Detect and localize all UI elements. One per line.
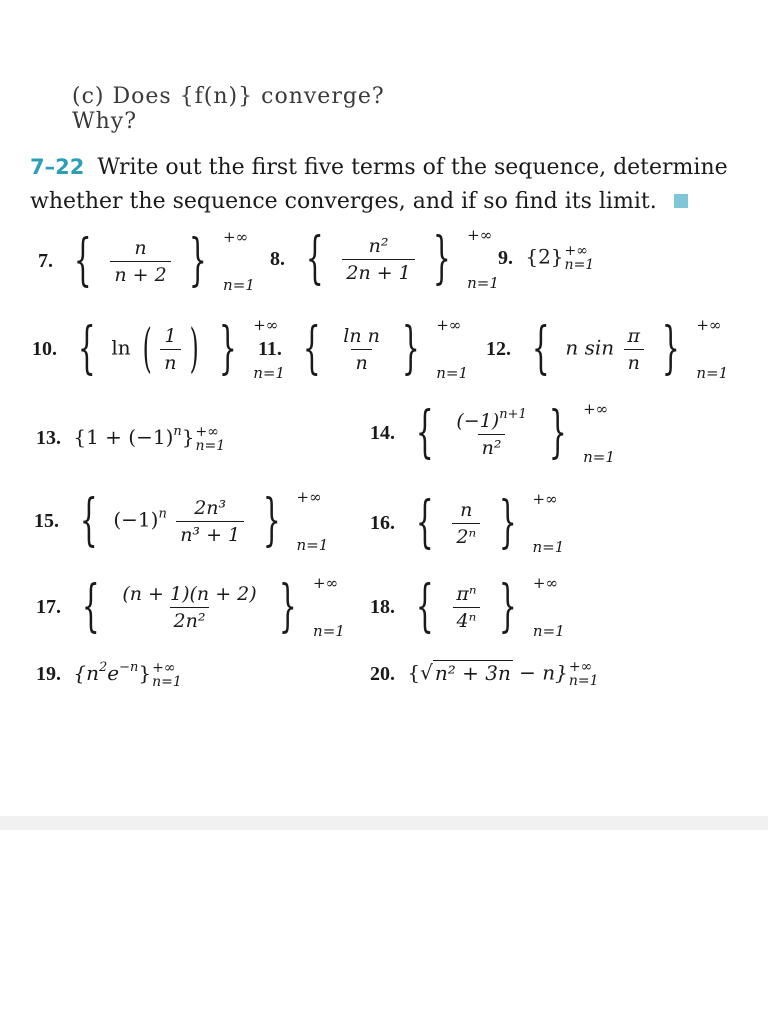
problem-15: 15. { $(-1)^n$ $\frac{\text{2n³}}{\text{n³ + 1}}$ } +∞ n=1 xyxy=(34,488,329,554)
problem-16: 16. { $\frac{n}{\text{2ⁿ}}$ } +∞ n=1 xyxy=(370,490,565,556)
exercise-range: 7–22 xyxy=(30,155,85,179)
exercise-instructions: Write out the first five terms of the sequence, determine whether the sequence converges, and if so find its limit. xyxy=(30,155,728,214)
problem-18: 18. { $\frac{\text{πⁿ}}{\text{4ⁿ}}$ } +∞ n=1 xyxy=(370,574,565,640)
problem-12: 12. { n sin $\frac{\pi}{n}$ } +∞ n=1 xyxy=(486,316,729,382)
problem-10: 10. { ln ( $\frac{1}{n}$ ) } +∞ n=1 xyxy=(32,316,285,382)
problem-11: 11. { $\frac{\text{ln n}}{n}$ } +∞ n=1 xyxy=(258,316,468,382)
problem-19: 19. $\{n^2e^{-n}\}$ +∞ n=1 xyxy=(36,659,182,690)
problem-14: 14. { $\frac{(-1)^{n+1}}{\text{n²}}$ } +∞ n=1 xyxy=(370,400,615,466)
exercise-heading xyxy=(30,150,730,219)
problem-7: 7. { $\frac{n}{n + 2}$ } +∞ n=1 xyxy=(38,228,255,294)
blank-area xyxy=(0,830,768,1024)
problem-20: 20. {√ n² + 3n − n} +∞ n=1 xyxy=(370,659,599,689)
problem-17: 17. { $\frac{(n + 1)(n + 2)}{\text{2n²}}$ } +∞ n=1 xyxy=(36,574,345,640)
page-edge-divider xyxy=(0,816,768,830)
problem-8: 8. { $\frac{\text{n²}}{2n + 1}$ } +∞ n=1 xyxy=(270,226,499,292)
cut-off-previous-line: (c) Does {f(n)} converge? Why? xyxy=(72,84,385,134)
problem-9: 9. {2} +∞ n=1 xyxy=(498,243,595,273)
problem-13: 13. $\{1 + (-1)^n\}$ +∞ n=1 xyxy=(36,423,226,454)
end-square-icon xyxy=(674,194,688,208)
